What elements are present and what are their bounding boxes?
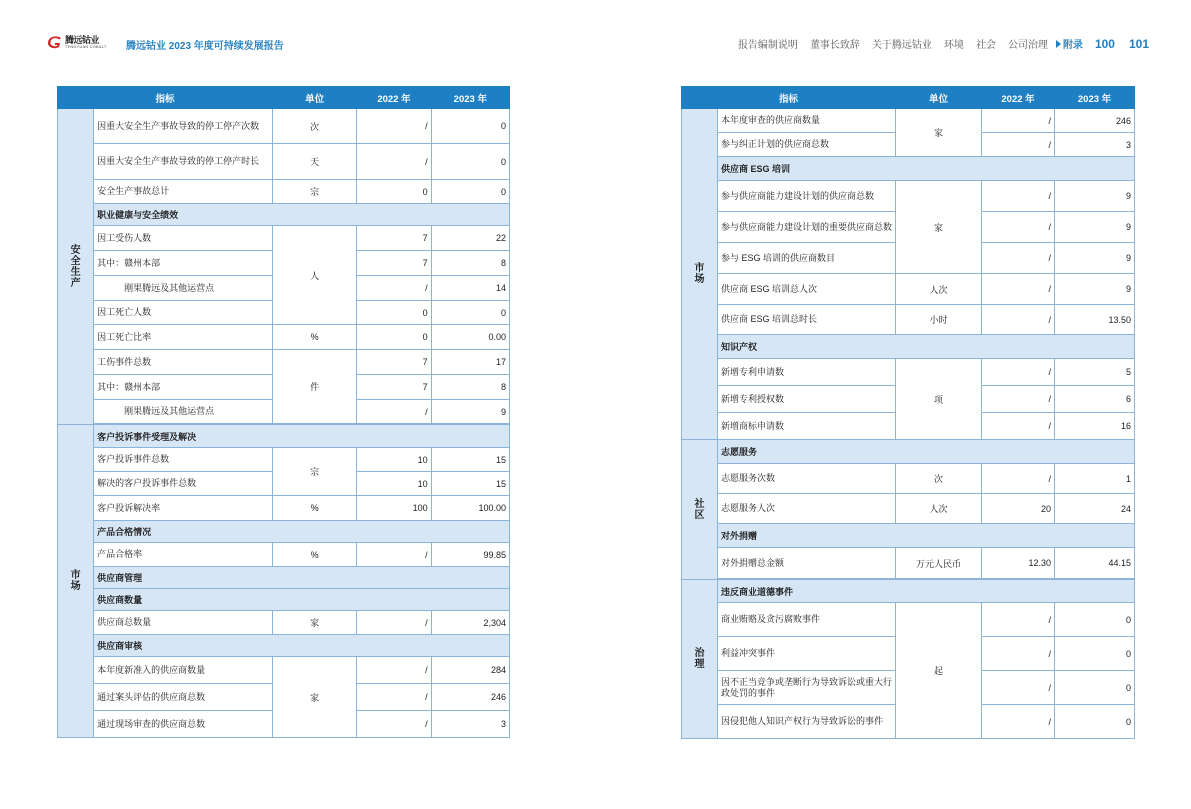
category-label: 治理 — [694, 648, 705, 670]
row-name: 对外捐赠总金额 — [718, 548, 896, 579]
value-2023: 15 — [431, 448, 509, 472]
value-2023: 2,304 — [431, 611, 509, 635]
col-header-indicator: 指标 — [58, 87, 273, 109]
table-row — [58, 448, 510, 472]
section-title: 对外捐赠 — [718, 524, 1135, 548]
left-data-table — [57, 86, 510, 738]
table-header-row — [682, 87, 1135, 109]
value-2023: 22 — [431, 226, 509, 251]
row-unit: 宗 — [272, 448, 356, 496]
table-row — [58, 109, 510, 144]
row-name: 客户投诉事件总数 — [94, 448, 273, 472]
value-2022: / — [357, 109, 431, 144]
row-name: 志愿服务次数 — [718, 464, 896, 494]
value-2023: 246 — [1055, 109, 1135, 133]
row-name: 因重大安全生产事故导致的停工停产次数 — [94, 109, 273, 144]
value-2022: 10 — [357, 472, 431, 496]
value-2022: / — [982, 181, 1055, 212]
row-name: 工伤事件总数 — [94, 350, 273, 375]
table-row — [58, 657, 510, 684]
row-unit: 家 — [896, 181, 982, 274]
top-nav — [726, 36, 1149, 51]
row-name: 安全生产事故总计 — [94, 180, 273, 204]
col-header-unit: 单位 — [896, 87, 982, 109]
value-2022: / — [982, 274, 1055, 305]
value-2022: / — [982, 386, 1055, 413]
section-title: 供应商数量 — [94, 589, 510, 611]
row-name: 通过案头评估的供应商总数 — [94, 684, 273, 711]
section-row — [682, 524, 1135, 548]
nav-item-society[interactable]: 社会 — [975, 40, 996, 51]
section-title: 供应商 ESG 培训 — [718, 157, 1135, 181]
value-2023: 3 — [431, 711, 509, 738]
value-2022: / — [982, 464, 1055, 494]
value-2022: / — [982, 359, 1055, 386]
row-name: 利益冲突事件 — [718, 637, 896, 671]
nav-item-about[interactable]: 关于腾远钴业 — [871, 40, 932, 51]
value-2023: 99.85 — [431, 543, 509, 567]
value-2022: / — [357, 684, 431, 711]
table-row — [58, 325, 510, 350]
value-2022: / — [982, 133, 1055, 157]
section-row — [58, 204, 510, 226]
row-unit: 天 — [272, 144, 356, 180]
value-2023: 3 — [1055, 133, 1135, 157]
nav-item-report-notes[interactable]: 报告编制说明 — [737, 40, 798, 51]
value-2023: 17 — [431, 350, 509, 375]
section-title: 产品合格情况 — [94, 521, 510, 543]
category-cell — [682, 440, 718, 580]
table-row — [682, 494, 1135, 524]
value-2022: 20 — [982, 494, 1055, 524]
value-2022: / — [982, 705, 1055, 739]
row-unit: 件 — [272, 350, 356, 424]
logo-cn-text: 腾远钴业 — [65, 35, 100, 45]
row-unit: % — [272, 325, 356, 350]
section-row — [682, 335, 1135, 359]
row-unit: 次 — [272, 109, 356, 144]
value-2023: 0 — [431, 301, 509, 325]
table-row — [682, 274, 1135, 305]
value-2022: / — [982, 305, 1055, 335]
value-2023: 0 — [1055, 603, 1135, 637]
table-row — [682, 464, 1135, 494]
category-label: 市场 — [694, 263, 705, 285]
category-label: 安全生产 — [70, 244, 81, 289]
section-title: 供应商管理 — [94, 567, 510, 589]
row-name: 新增专利申请数 — [718, 359, 896, 386]
category-cell — [682, 109, 718, 440]
logo-en-text: TENGYUAN COBALT — [65, 45, 107, 49]
row-name: 供应商总数量 — [94, 611, 273, 635]
nav-item-environment[interactable]: 环境 — [943, 40, 964, 51]
row-name: 产品合格率 — [94, 543, 273, 567]
value-2022: / — [357, 611, 431, 635]
row-name: 本年度审查的供应商数量 — [718, 109, 896, 133]
table-row — [682, 181, 1135, 212]
row-name: 因工死亡人数 — [94, 301, 273, 325]
row-unit: 次 — [896, 464, 982, 494]
row-name: 新增专利授权数 — [718, 386, 896, 413]
value-2023: 16 — [1055, 413, 1135, 440]
value-2022: 7 — [357, 226, 431, 251]
value-2022: / — [357, 711, 431, 738]
value-2022: / — [982, 243, 1055, 274]
value-2023: 0 — [431, 180, 509, 204]
section-row — [58, 635, 510, 657]
value-2022: / — [982, 109, 1055, 133]
row-name: 通过现场审查的供应商总数 — [94, 711, 273, 738]
row-name: 供应商 ESG 培训总时长 — [718, 305, 896, 335]
row-unit: 家 — [272, 657, 356, 738]
value-2023: 0 — [1055, 637, 1135, 671]
row-name: 刚果腾远及其他运营点 — [94, 400, 273, 424]
value-2022: 7 — [357, 350, 431, 375]
row-name: 刚果腾远及其他运营点 — [94, 276, 273, 301]
col-header-2022: 2022 年 — [982, 87, 1055, 109]
table-row — [682, 603, 1135, 637]
page-number-right: 101 — [1128, 36, 1149, 51]
section-title: 供应商审核 — [94, 635, 510, 657]
value-2023: 9 — [1055, 212, 1135, 243]
section-row — [58, 521, 510, 543]
value-2022: 100 — [357, 496, 431, 521]
value-2023: 0 — [1055, 671, 1135, 705]
value-2023: 0 — [1055, 705, 1135, 739]
row-unit: 起 — [896, 603, 982, 739]
value-2022: / — [357, 144, 431, 180]
triangle-right-icon — [1056, 40, 1061, 48]
value-2022: 12.30 — [982, 548, 1055, 579]
col-header-unit: 单位 — [272, 87, 356, 109]
value-2023: 14 — [431, 276, 509, 301]
value-2023: 1 — [1055, 464, 1135, 494]
page-numbers — [1095, 37, 1149, 51]
value-2023: 9 — [1055, 274, 1135, 305]
row-name: 因工受伤人数 — [94, 226, 273, 251]
category-cell — [58, 425, 94, 738]
value-2022: 0 — [357, 180, 431, 204]
value-2022: / — [357, 400, 431, 424]
value-2023: 9 — [1055, 181, 1135, 212]
page-header — [0, 0, 1191, 60]
row-name: 参与供应商能力建设计划的供应商总数 — [718, 181, 896, 212]
row-name: 参与 ESG 培训的供应商数目 — [718, 243, 896, 274]
table-row — [58, 496, 510, 521]
row-unit: 小时 — [896, 305, 982, 335]
section-title: 职业健康与安全绩效 — [94, 204, 510, 226]
value-2022: 7 — [357, 375, 431, 400]
table-row — [58, 543, 510, 567]
section-row — [682, 440, 1135, 464]
value-2023: 9 — [1055, 243, 1135, 274]
row-name: 因重大安全生产事故导致的停工停产时长 — [94, 144, 273, 180]
row-name: 新增商标申请数 — [718, 413, 896, 440]
value-2023: 44.15 — [1055, 548, 1135, 579]
section-row — [58, 567, 510, 589]
table-row — [58, 611, 510, 635]
nav-item-governance[interactable]: 公司治理 — [1007, 40, 1048, 51]
row-name: 供应商 ESG 培训总人次 — [718, 274, 896, 305]
row-name: 其中：赣州本部 — [94, 375, 273, 400]
value-2023: 284 — [431, 657, 509, 684]
value-2022: 10 — [357, 448, 431, 472]
category-label: 社区 — [694, 498, 705, 521]
row-unit: 宗 — [272, 180, 356, 204]
row-unit: 人次 — [896, 494, 982, 524]
row-unit: 家 — [896, 109, 982, 157]
section-row — [682, 580, 1135, 603]
row-name: 参与供应商能力建设计划的重要供应商总数 — [718, 212, 896, 243]
table-row — [58, 180, 510, 204]
table-row — [58, 144, 510, 180]
value-2023: 8 — [431, 375, 509, 400]
row-name: 其中：赣州本部 — [94, 251, 273, 276]
report-title: 腾远钴业 2023 年度可持续发展报告 — [126, 41, 284, 52]
nav-appendix-label: 附录 — [1062, 40, 1083, 51]
row-name: 本年度新准入的供应商数量 — [94, 657, 273, 684]
value-2022: / — [982, 671, 1055, 705]
value-2022: 0 — [357, 301, 431, 325]
value-2023: 5 — [1055, 359, 1135, 386]
value-2022: 7 — [357, 251, 431, 276]
section-title: 违反商业道德事件 — [718, 580, 1135, 603]
row-unit: 万元人民币 — [896, 548, 982, 579]
row-name: 解决的客户投诉事件总数 — [94, 472, 273, 496]
row-name: 志愿服务人次 — [718, 494, 896, 524]
value-2022: / — [357, 543, 431, 567]
value-2022: / — [357, 657, 431, 684]
col-header-2023: 2023 年 — [431, 87, 509, 109]
nav-item-chairman[interactable]: 董事长致辞 — [809, 40, 860, 51]
section-title: 志愿服务 — [718, 440, 1135, 464]
value-2023: 15 — [431, 472, 509, 496]
table-row — [682, 548, 1135, 579]
value-2023: 13.50 — [1055, 305, 1135, 335]
col-header-2022: 2022 年 — [357, 87, 431, 109]
row-name: 因侵犯他人知识产权行为导致诉讼的事件 — [718, 705, 896, 739]
section-row — [58, 425, 510, 448]
row-unit: 人次 — [896, 274, 982, 305]
row-unit: % — [272, 543, 356, 567]
section-title: 客户投诉事件受理及解决 — [94, 425, 510, 448]
value-2023: 246 — [431, 684, 509, 711]
value-2022: / — [357, 276, 431, 301]
row-name: 因工死亡比率 — [94, 325, 273, 350]
company-logo — [47, 36, 107, 50]
table-row — [58, 350, 510, 375]
table-row — [682, 109, 1135, 133]
value-2023: 100.00 — [431, 496, 509, 521]
row-name: 因不正当竞争或垄断行为导致诉讼或重大行政处罚的事件 — [718, 671, 896, 705]
page-number-left: 100 — [1094, 36, 1115, 51]
value-2022: / — [982, 212, 1055, 243]
table-row — [682, 359, 1135, 386]
table-row — [58, 226, 510, 251]
row-unit: % — [272, 496, 356, 521]
row-name: 参与纠正计划的供应商总数 — [718, 133, 896, 157]
value-2023: 0 — [431, 109, 509, 144]
row-name: 商业贿赂及贪污腐败事件 — [718, 603, 896, 637]
value-2023: 0.00 — [431, 325, 509, 350]
col-header-indicator: 指标 — [682, 87, 896, 109]
value-2023: 8 — [431, 251, 509, 276]
col-header-2023: 2023 年 — [1055, 87, 1135, 109]
value-2022: / — [982, 603, 1055, 637]
row-unit: 项 — [896, 359, 982, 440]
nav-item-appendix[interactable] — [1056, 36, 1083, 51]
value-2023: 0 — [431, 144, 509, 180]
section-title: 知识产权 — [718, 335, 1135, 359]
category-cell — [58, 109, 94, 425]
section-row — [682, 157, 1135, 181]
section-row — [58, 589, 510, 611]
value-2022: / — [982, 637, 1055, 671]
right-data-table — [681, 86, 1135, 739]
value-2023: 9 — [431, 400, 509, 424]
table-row — [682, 305, 1135, 335]
table-header-row — [58, 87, 510, 109]
value-2023: 6 — [1055, 386, 1135, 413]
row-unit: 人 — [272, 226, 356, 325]
value-2023: 24 — [1055, 494, 1135, 524]
value-2022: / — [982, 413, 1055, 440]
category-cell — [682, 580, 718, 739]
row-unit: 家 — [272, 611, 356, 635]
value-2022: 0 — [357, 325, 431, 350]
logo-icon — [47, 36, 63, 49]
row-name: 客户投诉解决率 — [94, 496, 273, 521]
category-label: 市场 — [70, 570, 81, 592]
